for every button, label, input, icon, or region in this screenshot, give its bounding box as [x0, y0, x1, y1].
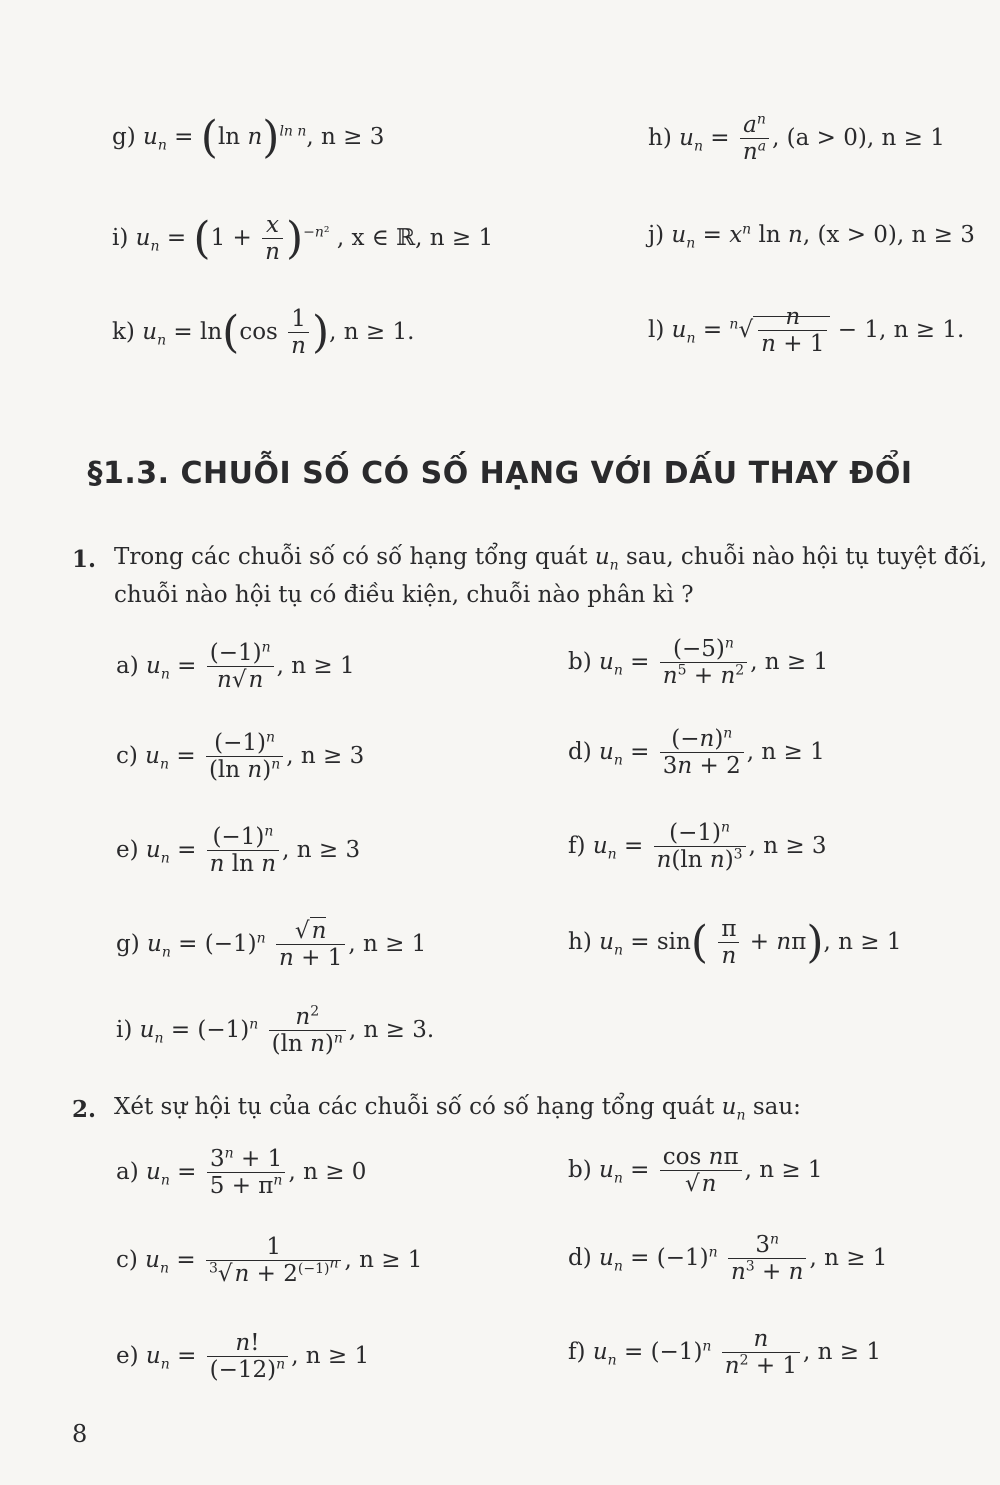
question-1-number: 1. — [72, 546, 97, 573]
q1-exercise-e: e) $u_n$ = $\frac{(-1)^n}{\text{n ln n}}$ , n ≥ 3 — [116, 823, 361, 878]
section-heading: §1.3. CHUỖI SỐ CÓ SỐ HẠNG VỚI DẤU THAY ĐỔI — [87, 456, 913, 491]
q2-exercise-f: f) $u_n = (-1)^n$ $\frac{n}{n^2 + 1}$ , n ≥ 1 — [568, 1326, 882, 1380]
q1-exercise-a: a) $u_n$ = $\frac{(-1)^n}{n√n}$ , n ≥ 1 — [116, 639, 355, 694]
q2-exercise-a: a) $u_n$ = $\frac{3^n + 1}{5 + \pi^n}$ , n ≥ 0 — [116, 1145, 367, 1200]
q2-exercise-c: c) $u_n$ = $\frac{1}{^3√n + 2^{(-1)^n}}$ , n ≥ 1 — [116, 1234, 423, 1288]
q1-exercise-c: c) $u_n$ = $\frac{(-1)^n}{(\ln n)^n}$ , n ≥ 3 — [116, 729, 365, 784]
question-2-text: Xét sự hội tụ của các chuỗi số có số hạng tổng quát $u_n$ sau: — [114, 1094, 801, 1124]
q2-exercise-d: d) $u_n = (-1)^n$ $\frac{3^n}{n^3 + n}$ , n ≥ 1 — [568, 1231, 888, 1286]
question-1-text: Trong các chuỗi số có số hạng tổng quát $u_n$ sau, chuỗi nào hội tụ tuyệt đối, chuỗi nào hội tụ có điều kiện, chuỗi nào phân kì ? — [114, 544, 988, 608]
q1-exercise-i: i) $u_n = (-1)^n$ $\frac{n^2}{(\ln n)^n}$ , n ≥ 3. — [116, 1003, 435, 1058]
question-2-number: 2. — [72, 1096, 97, 1123]
exercise-j-top: j) $u_n = x^n$ ln n, (x > 0), n ≥ 3 — [648, 221, 975, 252]
page-number: 8 — [72, 1420, 88, 1448]
exercise-h-top: h) $u_n$ = $\frac{a^n}{n^a}$ , (a > 0), n ≥ 1 — [648, 111, 945, 166]
exercise-l-top: l) $u_n = ^n√$ $\frac{n}{n + 1}$ − 1, n ≥ 1. — [648, 304, 965, 358]
exercise-g-top: g) $u_n = (\ln$ n)$^{ln n}$, n ≥ 3 — [112, 112, 385, 163]
q1-exercise-f: f) $u_n$ = $\frac{(-1)^n}{n(\ln n)^3}$ , n ≥ 3 — [568, 819, 827, 874]
q2-exercise-e: e) $u_n$ = $\frac{n!}{(-12)^n}$ , n ≥ 1 — [116, 1330, 370, 1384]
q1-exercise-g: g) $u_n = (-1)^n$ $\frac{√n}{n + 1}$ , n ≥ 1 — [116, 918, 427, 972]
q1-exercise-b: b) $u_n$ = $\frac{(-5)^n}{n^5 + n^2}$ , n ≥ 1 — [568, 635, 829, 690]
q1-exercise-h: h) $u_n = \sin$( $\frac{\pi}{n}$ + nπ), n ≥ 1 — [568, 916, 902, 970]
q2-exercise-b: b) $u_n$ = $\frac{\text{cos nπ}}{√n}$ , n ≥ 1 — [568, 1144, 823, 1198]
exercise-i-top: i) $u_n = (1$ + $\frac{x}{n}$ )$^{-n^2}$ , x ∈ ℝ, n ≥ 1 — [112, 212, 494, 266]
q1-exercise-d: d) $u_n$ = $\frac{(-n)^n}{3n + 2}$ , n ≥ 1 — [568, 725, 825, 780]
exercise-k-top: k) $u_n = \ln(\cos$ $\frac{1}{n}$ ), n ≥ 1. — [112, 306, 415, 360]
